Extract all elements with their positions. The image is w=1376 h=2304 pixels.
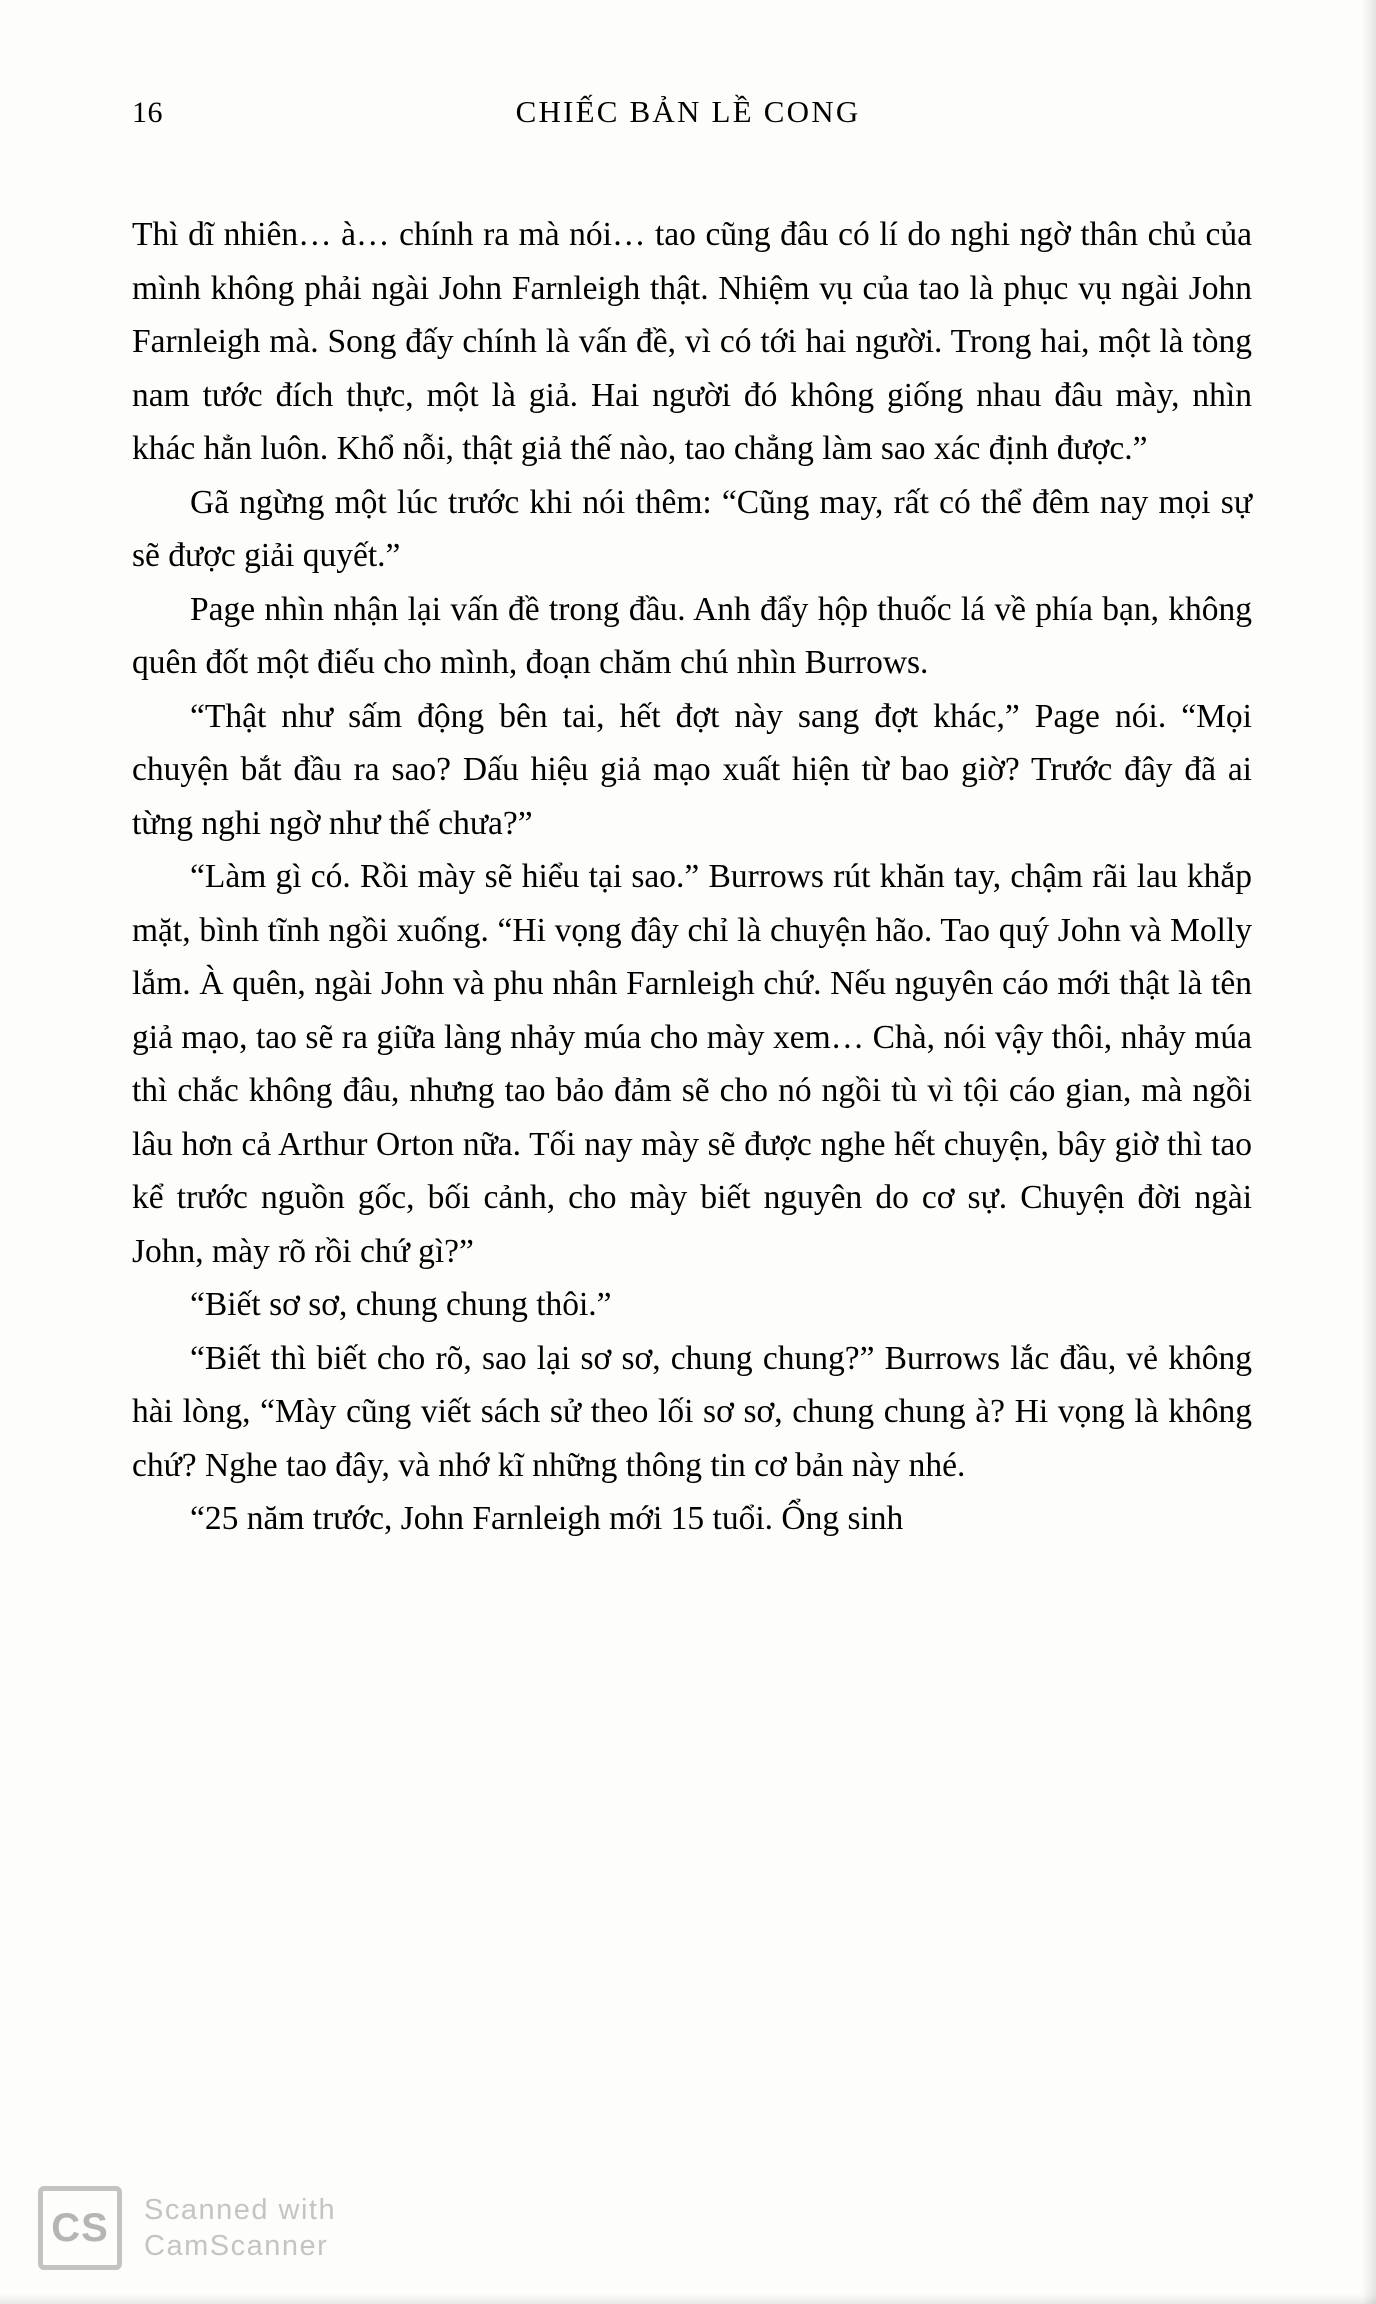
watermark-line-1: Scanned with [144, 2194, 337, 2226]
page-edge-shadow [1362, 0, 1376, 2304]
paragraph: Thì dĩ nhiên… à… chính ra mà nói… tao cũng đâu có lí do nghi ngờ thân chủ của mình không phải ngài John Farnleigh thật. Nhiệm vụ của tao là phục vụ ngài John Farnleigh mà. Song đấy chính là vấn đề, vì có tới hai người. Trong hai, một là tòng nam tước đích thực, một là giả. Hai người đó không giống nhau đâu mày, nhìn khác hẳn luôn. Khổ nỗi, thật giả thế nào, tao chẳng làm sao xác định được.” [132, 216, 1252, 467]
paragraph: Page nhìn nhận lại vấn đề trong đầu. Anh đẩy hộp thuốc lá về phía bạn, không quên đốt một điếu cho mình, đoạn chăm chú nhìn Burrows. [132, 590, 1252, 681]
body-text [132, 208, 1252, 1546]
paragraph: “Thật như sấm động bên tai, hết đợt này sang đợt khác,” Page nói. “Mọi chuyện bắt đầu ra sao? Dấu hiệu giả mạo xuất hiện từ bao giờ? Trước đây đã ai từng nghi ngờ như thế chưa?” [132, 697, 1252, 842]
page-bottom-shadow [0, 2294, 1376, 2304]
paragraph: “25 năm trước, John Farnleigh mới 15 tuổi. Ổng sinh [190, 1500, 904, 1537]
paragraph: “Biết sơ sơ, chung chung thôi.” [190, 1286, 612, 1323]
paragraph: “Biết thì biết cho rõ, sao lại sơ sơ, chung chung?” Burrows lắc đầu, vẻ không hài lòng, “Mày cũng viết sách sử theo lối sơ sơ, chung chung à? Hi vọng là không chứ? Nghe tao đây, và nhớ kĩ những thông tin cơ bản này nhé. [132, 1339, 1252, 1484]
camscanner-watermark [38, 2186, 336, 2270]
paragraph: “Làm gì có. Rồi mày sẽ hiểu tại sao.” Burrows rút khăn tay, chậm rãi lau khắp mặt, bình tĩnh ngồi xuống. “Hi vọng đây chỉ là chuyện hão. Tao quý John và Molly lắm. À quên, ngài John và phu nhân Farnleigh chứ. Nếu nguyên cáo mới thật là tên giả mạo, tao sẽ ra giữa làng nhảy múa cho mày xem… Chà, nói vậy thôi, nhảy múa thì chắc không đâu, nhưng tao bảo đảm sẽ cho nó ngồi tù vì tội cáo gian, mà ngồi lâu hơn cả Arthur Orton nữa. Tối nay mày sẽ được nghe hết chuyện, bây giờ thì tao kể trước nguồn gốc, bối cảnh, cho mày biết nguyên do cơ sự. Chuyện đời ngài John, mày rõ rồi chứ gì?” [132, 858, 1252, 1270]
page-number: 16 [132, 96, 163, 129]
paragraph: Gã ngừng một lúc trước khi nói thêm: “Cũng may, rất có thể đêm nay mọi sự sẽ được giải quyết.” [132, 483, 1252, 574]
watermark-line-2: CamScanner [144, 2230, 329, 2262]
camscanner-logo-icon: CS [38, 2186, 122, 2270]
page-header [0, 96, 1376, 136]
camscanner-watermark-text [144, 2192, 336, 2264]
running-title: CHIẾC BẢN LỀ CONG [515, 94, 861, 129]
